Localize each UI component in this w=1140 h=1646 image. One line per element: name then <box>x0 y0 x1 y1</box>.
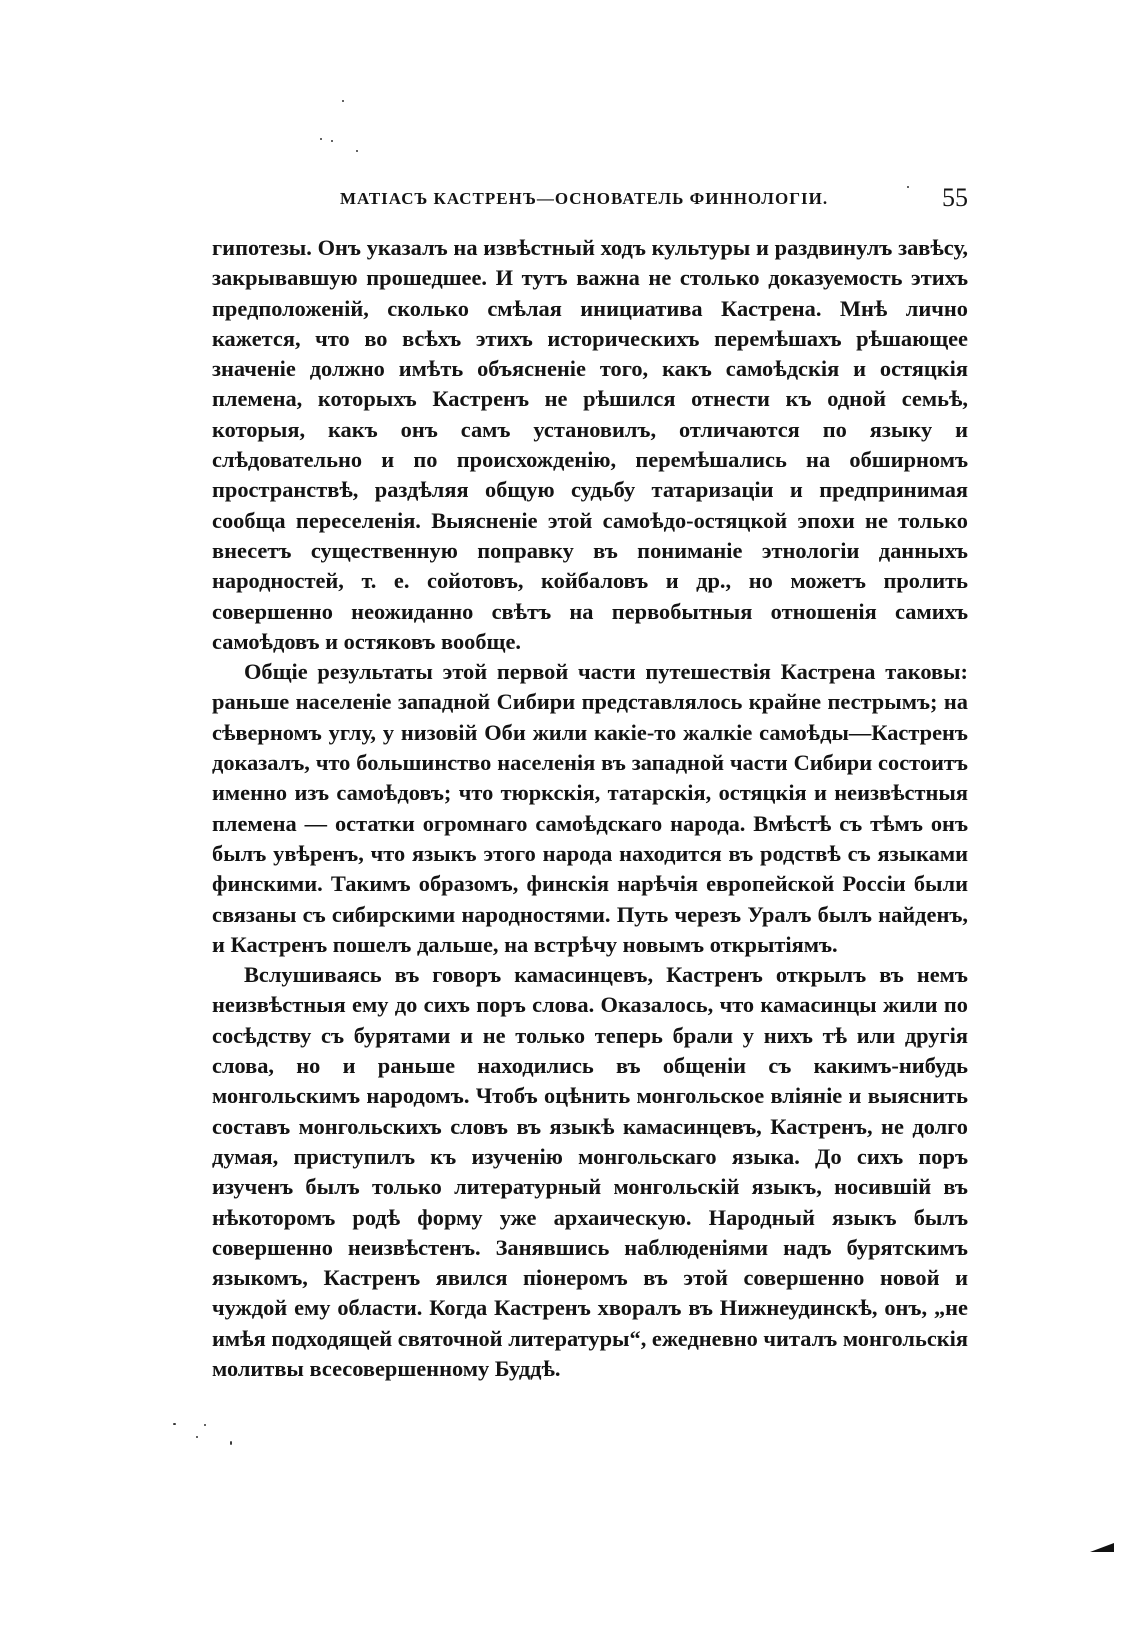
paragraph: Вслушиваясь въ говоръ камасинцевъ, Кастренъ открылъ въ немъ неизвѣстныя ему до сихъ поръ слова. Оказалось, что камасинцы жили по сосѣдству съ бурятами и не только теперь брали у нихъ тѣ или другiя слова, но и раньше находились въ общенiи съ какимъ-нибудь монгольскимъ народомъ. Чтобъ оцѣнить монгольское влiянiе и выяснить составъ монгольскихъ словъ въ языкѣ камасинцевъ, Кастренъ, не долго думая, приступилъ къ изученiю монгольскаго языка. До сихъ поръ изученъ былъ только литературный монгольскiй языкъ, носившiй въ нѣкоторомъ родѣ форму уже архаическую. Народный языкъ былъ совершенно неизвѣстенъ. Занявшись наблюденiями надъ бурятскимъ языкомъ, Кастренъ явился пiонеромъ въ этой совершенно новой и чуждой ему области. Когда Кастренъ хворалъ въ Нижнеудинскѣ, онъ, „не имѣя подходящей святочной литературы“, ежедневно читалъ монгольскiя молитвы всесовершенному Буддѣ. <box>212 962 968 1381</box>
page-number: 55 <box>942 183 968 212</box>
running-head <box>310 183 968 215</box>
scan-speck <box>356 150 358 152</box>
scan-speck <box>230 1441 232 1445</box>
scan-speck <box>331 140 333 142</box>
scan-speck <box>320 138 322 140</box>
scan-corner-mark <box>1090 1543 1114 1553</box>
paragraph: Общiе результаты этой первой части путешествiя Кастрена таковы: раньше населенiе западной Сибири представлялось крайне пестрымъ; на сѣверномъ углу, у низовiй Оби жили какiе-то жалкiе самоѣды—Кастренъ доказалъ, что большинство населенiя въ западной части Сибири состоитъ именно изъ самоѣдовъ; что тюркскiя, татарскiя, остяцкiя и неизвѣстныя племена — остатки огромнаго самоѣдскаго народа. Вмѣстѣ съ тѣмъ онъ былъ увѣренъ, что языкъ этого народа находится въ родствѣ съ языками финскими. Такимъ образомъ, финскiя нарѣчiя европейской Россiи были связаны съ сибирскими народностями. Путь черезъ Уралъ былъ найденъ, и Кастренъ пошелъ дальше, на встрѣчу новымъ открытiямъ. <box>212 659 968 957</box>
body-text <box>212 233 968 1384</box>
running-title: МАТIАСЪ КАСТРЕНЪ—ОСНОВАТЕЛЬ ФИННОЛОГIИ. <box>340 189 829 208</box>
scan-speck <box>173 1423 176 1425</box>
scan-speck <box>196 1436 198 1438</box>
paragraph-continuation: гипотезы. Онъ указалъ на извѣстный ходъ культуры и раздвинулъ завѣсу, закрывавшую прошедшее. И тутъ важна не столько доказуемость этихъ предположенiй, сколько смѣлая инициатива Кастрена. Мнѣ лично кажется, что во всѣхъ этихъ историческихъ перемѣшахъ рѣшающее значенiе должно имѣть объясненiе того, какъ самоѣдскiя и остяцкiя племена, которыхъ Кастренъ не рѣшился отнести къ одной семьѣ, которыя, какъ онъ самъ установилъ, отличаются по языку и слѣдовательно и по происхожденiю, перемѣшались на обширномъ пространствѣ, раздѣляя общую судьбу татаризацiи и предпринимая сообща переселенiя. Выясненiе этой самоѣдо-остяцкой эпохи не только внесетъ существенную поправку въ пониманiе этнологiи данныхъ народностей, т. е. сойотовъ, койбаловъ и др., но можетъ пролить совершенно неожиданно свѣтъ на первобытныя отношенiя самихъ самоѣдовъ и остяковъ вообще. <box>212 235 968 654</box>
scan-speck <box>204 1424 206 1426</box>
scan-speck <box>342 100 344 102</box>
